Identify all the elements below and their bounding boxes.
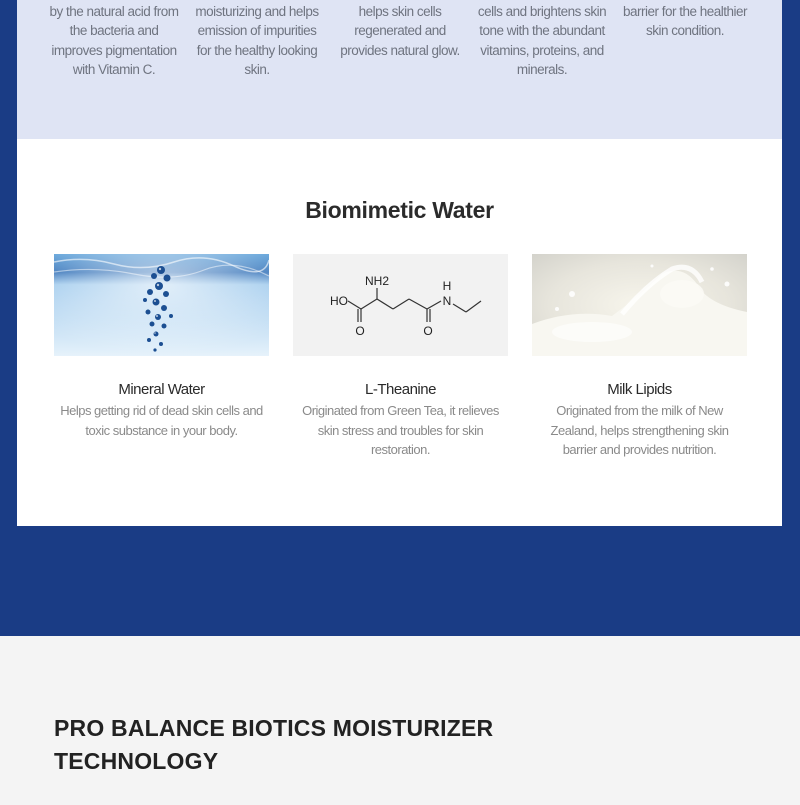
molecule-structure-image bbox=[293, 254, 508, 356]
molecule-label-ho: HO bbox=[330, 294, 348, 308]
benefit-text-1: by the natural acid from the bacteria and improves pigmentation with Vitamin C. bbox=[49, 4, 179, 77]
molecule-label-o1: O bbox=[355, 324, 365, 338]
benefits-panel bbox=[17, 0, 782, 139]
benefit-text-2: moisturizing and helps emission of impurities for the healthy looking skin. bbox=[195, 4, 319, 77]
milk-splash-image bbox=[532, 254, 747, 356]
molecule-label-o2: O bbox=[423, 324, 433, 338]
ingredient-mineral-water bbox=[54, 254, 269, 440]
water-bubbles-image bbox=[54, 254, 269, 356]
ingredient-description: Originated from the milk of New Zealand, helps strengthening skin barrier and provides nutrition. bbox=[550, 403, 729, 457]
benefit-text-4: cells and brightens skin tone with the abundant vitamins, proteins, and minerals. bbox=[477, 4, 607, 77]
benefit-text-5: barrier for the healthier skin condition. bbox=[622, 4, 748, 39]
ingredient-name: L-Theanine bbox=[365, 381, 436, 398]
molecule-label-nh2: NH2 bbox=[364, 274, 390, 288]
ingredient-name: Mineral Water bbox=[118, 381, 205, 398]
technology-section bbox=[0, 636, 800, 805]
molecule-label-n: N bbox=[442, 294, 452, 308]
biomimetic-water-card bbox=[17, 139, 782, 526]
molecule-label-h: H bbox=[442, 279, 452, 293]
ingredient-description: Helps getting rid of dead skin cells and toxic substance in your body. bbox=[60, 403, 263, 438]
technology-title: PRO BALANCE BIOTICS MOISTURIZER TECHNOLOGY bbox=[54, 715, 494, 774]
benefit-text-3: helps skin cells regenerated and provides natural glow. bbox=[340, 4, 460, 58]
ingredient-l-theanine bbox=[293, 254, 508, 460]
section-title: Biomimetic Water bbox=[305, 197, 494, 223]
ingredient-name: Milk Lipids bbox=[607, 381, 672, 398]
ingredient-milk-lipids bbox=[532, 254, 747, 460]
ingredient-description: Originated from Green Tea, it relieves skin stress and troubles for skin restoration. bbox=[302, 403, 499, 457]
